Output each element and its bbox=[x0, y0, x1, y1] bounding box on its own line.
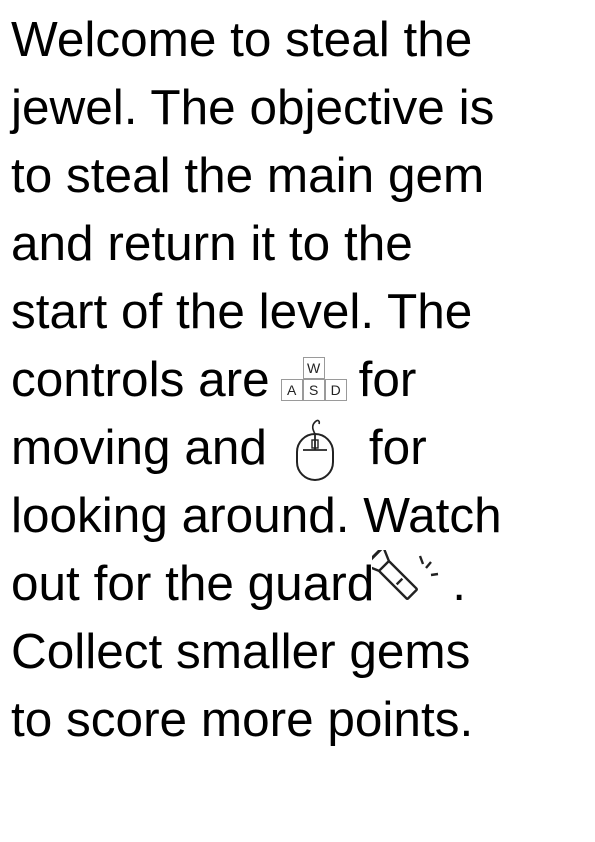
key-d: D bbox=[325, 379, 347, 401]
text-line-1: Welcome to steal the bbox=[11, 12, 473, 67]
key-a: A bbox=[281, 379, 303, 401]
controls-for-text: for bbox=[358, 352, 417, 407]
text-line-3: to steal the main gem bbox=[11, 148, 485, 203]
wasd-keys-icon bbox=[273, 346, 355, 414]
instructions-text bbox=[11, 6, 591, 754]
text-line-8: looking around. Watch bbox=[11, 488, 502, 543]
mouse-line bbox=[11, 414, 591, 482]
guard-period: . bbox=[452, 556, 467, 611]
flashlight-icon bbox=[372, 550, 450, 618]
text-line-2: jewel. The objective is bbox=[11, 80, 495, 135]
key-s: S bbox=[303, 379, 325, 401]
text-line-11: to score more points. bbox=[11, 692, 474, 747]
text-line-4: and return it to the bbox=[11, 216, 413, 271]
moving-text: moving and bbox=[11, 420, 267, 475]
key-w: W bbox=[303, 357, 325, 379]
mouse-icon bbox=[287, 414, 343, 482]
looking-for-text: for bbox=[368, 420, 427, 475]
controls-text: controls are bbox=[11, 352, 270, 407]
guard-line bbox=[11, 550, 591, 618]
text-line-10: Collect smaller gems bbox=[11, 624, 471, 679]
controls-line bbox=[11, 346, 591, 414]
guard-text: out for the guard bbox=[11, 556, 375, 611]
text-line-5: start of the level. The bbox=[11, 284, 473, 339]
